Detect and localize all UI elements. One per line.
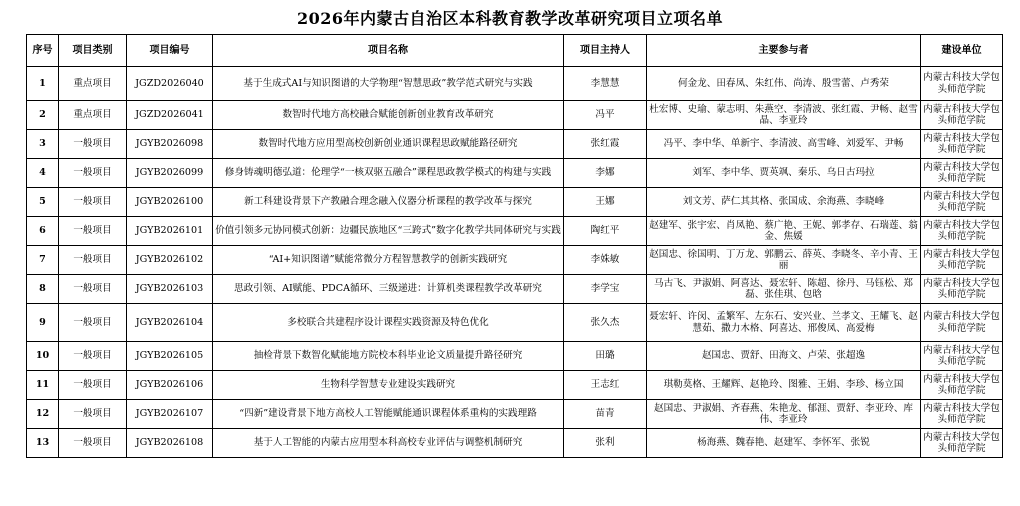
table-row xyxy=(27,188,1003,217)
cell-no: 4 xyxy=(27,159,59,188)
cell-unit: 内蒙古科技大学包头师范学院 xyxy=(921,246,1003,275)
cell-leader: 苗青 xyxy=(564,400,647,429)
cell-name: 价值引领多元协同模式创新：边疆民族地区“三跨式”数字化教学共同体研究与实践 xyxy=(213,217,564,246)
cell-unit: 内蒙古科技大学包头师范学院 xyxy=(921,188,1003,217)
cell-no: 11 xyxy=(27,371,59,400)
table-row xyxy=(27,429,1003,458)
cell-category: 一般项目 xyxy=(59,217,127,246)
header-unit: 建设单位 xyxy=(921,35,1003,67)
cell-name: 新工科建设背景下产教融合理念融入仪器分析课程的教学改革与探究 xyxy=(213,188,564,217)
cell-no: 10 xyxy=(27,342,59,371)
cell-name: 基于生成式AI与知识图谱的大学物理“智慧思政”教学范式研究与实践 xyxy=(213,67,564,101)
table-row xyxy=(27,371,1003,400)
cell-leader: 张利 xyxy=(564,429,647,458)
cell-name: “AI+知识图谱”赋能常微分方程智慧教学的创新实践研究 xyxy=(213,246,564,275)
cell-members: 聂宏轩、许闵、孟繁军、左东石、安兴业、兰孝文、王耀飞、赵慧茹、撒力木格、阿喜达、邢俊凤、高爱梅 xyxy=(647,304,921,342)
cell-leader: 李娜 xyxy=(564,159,647,188)
cell-unit: 内蒙古科技大学包头师范学院 xyxy=(921,429,1003,458)
project-table xyxy=(26,34,1003,458)
cell-no: 2 xyxy=(27,101,59,130)
cell-unit: 内蒙古科技大学包头师范学院 xyxy=(921,101,1003,130)
table-row xyxy=(27,101,1003,130)
cell-leader: 张红霞 xyxy=(564,130,647,159)
cell-no: 3 xyxy=(27,130,59,159)
cell-unit: 内蒙古科技大学包头师范学院 xyxy=(921,400,1003,429)
cell-code: JGYB2026101 xyxy=(127,217,213,246)
table-row xyxy=(27,246,1003,275)
cell-code: JGYB2026105 xyxy=(127,342,213,371)
cell-leader: 李姝敏 xyxy=(564,246,647,275)
cell-category: 一般项目 xyxy=(59,275,127,304)
cell-leader: 陶红平 xyxy=(564,217,647,246)
header-no: 序号 xyxy=(27,35,59,67)
cell-category: 一般项目 xyxy=(59,188,127,217)
table-row xyxy=(27,342,1003,371)
cell-unit: 内蒙古科技大学包头师范学院 xyxy=(921,159,1003,188)
cell-no: 1 xyxy=(27,67,59,101)
cell-no: 9 xyxy=(27,304,59,342)
cell-code: JGYB2026100 xyxy=(127,188,213,217)
cell-name: 修身铸魂明德弘道：伦理学“一核双驱五融合”课程思政教学模式的构建与实践 xyxy=(213,159,564,188)
cell-name: 数智时代地方应用型高校创新创业通识课程思政赋能路径研究 xyxy=(213,130,564,159)
cell-name: 抽检背景下数智化赋能地方院校本科毕业论文质量提升路径研究 xyxy=(213,342,564,371)
table-row xyxy=(27,217,1003,246)
cell-leader: 冯平 xyxy=(564,101,647,130)
header-members: 主要参与者 xyxy=(647,35,921,67)
cell-name: “四新”建设背景下地方高校人工智能赋能通识课程体系重构的实践理路 xyxy=(213,400,564,429)
cell-category: 一般项目 xyxy=(59,304,127,342)
cell-no: 7 xyxy=(27,246,59,275)
cell-name: 基于人工智能的内蒙古应用型本科高校专业评估与调整机制研究 xyxy=(213,429,564,458)
cell-code: JGYB2026103 xyxy=(127,275,213,304)
cell-members: 赵建军、张宇宏、肖凤艳、蔡广艳、王妮、郭孝存、石瑞莲、翁金、焦媛 xyxy=(647,217,921,246)
cell-category: 一般项目 xyxy=(59,246,127,275)
cell-no: 13 xyxy=(27,429,59,458)
cell-leader: 王志红 xyxy=(564,371,647,400)
cell-leader: 李学宝 xyxy=(564,275,647,304)
document-title: 2026年内蒙古自治区本科教育教学改革研究项目立项名单 xyxy=(296,9,724,28)
cell-unit: 内蒙古科技大学包头师范学院 xyxy=(921,217,1003,246)
cell-members: 刘文芳、萨仁其其格、张国成、余海燕、李晓峰 xyxy=(647,188,921,217)
cell-category: 一般项目 xyxy=(59,130,127,159)
cell-leader: 田璐 xyxy=(564,342,647,371)
cell-name: 生物科学智慧专业建设实践研究 xyxy=(213,371,564,400)
cell-members: 赵国忠、尹淑娟、齐春燕、朱艳龙、郁涯、贾舒、李亚玲、库伟、李亚玲 xyxy=(647,400,921,429)
table-row xyxy=(27,304,1003,342)
header-category: 项目类别 xyxy=(59,35,127,67)
cell-unit: 内蒙古科技大学包头师范学院 xyxy=(921,67,1003,101)
cell-leader: 张久杰 xyxy=(564,304,647,342)
cell-category: 重点项目 xyxy=(59,67,127,101)
cell-members: 赵国忠、徐国明、丁万龙、郭鹏云、薛英、李晓冬、辛小青、王丽 xyxy=(647,246,921,275)
cell-category: 一般项目 xyxy=(59,429,127,458)
cell-name: 思政引领、AI赋能、PDCA循环、三级递进：计算机类课程教学改革研究 xyxy=(213,275,564,304)
table-row xyxy=(27,159,1003,188)
cell-members: 琪勒莫格、王耀辉、赵艳玲、图雅、王娟、李珍、杨立国 xyxy=(647,371,921,400)
table-row xyxy=(27,67,1003,101)
cell-members: 马古飞、尹淑娟、阿喜达、聂宏轩、陈超、徐丹、马钰松、郑磊、张佳琪、包晗 xyxy=(647,275,921,304)
cell-members: 杜宏博、史瑜、蒙志明、朱燕空、李清波、张红霞、尹畅、赵雪晶、李亚玲 xyxy=(647,101,921,130)
cell-category: 一般项目 xyxy=(59,371,127,400)
cell-category: 一般项目 xyxy=(59,342,127,371)
header-name: 项目名称 xyxy=(213,35,564,67)
table-row xyxy=(27,400,1003,429)
cell-name: 多校联合共建程序设计课程实践资源及特色优化 xyxy=(213,304,564,342)
cell-code: JGZD2026041 xyxy=(127,101,213,130)
header-code: 项目编号 xyxy=(127,35,213,67)
cell-unit: 内蒙古科技大学包头师范学院 xyxy=(921,342,1003,371)
cell-members: 冯平、李中华、单新宇、李清波、高雪峰、刘爱军、尹畅 xyxy=(647,130,921,159)
cell-no: 12 xyxy=(27,400,59,429)
cell-name: 数智时代地方高校融合赋能创新创业教育改革研究 xyxy=(213,101,564,130)
cell-code: JGYB2026098 xyxy=(127,130,213,159)
cell-no: 8 xyxy=(27,275,59,304)
cell-members: 刘军、李中华、贾英飒、秦乐、乌日古玛拉 xyxy=(647,159,921,188)
cell-code: JGYB2026104 xyxy=(127,304,213,342)
cell-code: JGZD2026040 xyxy=(127,67,213,101)
cell-unit: 内蒙古科技大学包头师范学院 xyxy=(921,130,1003,159)
table-row xyxy=(27,275,1003,304)
cell-unit: 内蒙古科技大学包头师范学院 xyxy=(921,275,1003,304)
table-row xyxy=(27,130,1003,159)
cell-no: 6 xyxy=(27,217,59,246)
cell-leader: 王娜 xyxy=(564,188,647,217)
cell-code: JGYB2026107 xyxy=(127,400,213,429)
cell-unit: 内蒙古科技大学包头师范学院 xyxy=(921,304,1003,342)
cell-code: JGYB2026108 xyxy=(127,429,213,458)
cell-category: 一般项目 xyxy=(59,159,127,188)
cell-members: 赵国忠、贾舒、田海文、卢荣、张超逸 xyxy=(647,342,921,371)
cell-members: 何金龙、田春凤、朱红伟、尚涛、殷雪蕾、卢秀荣 xyxy=(647,67,921,101)
cell-members: 杨海燕、魏春艳、赵建军、李怀军、张锐 xyxy=(647,429,921,458)
cell-no: 5 xyxy=(27,188,59,217)
header-leader: 项目主持人 xyxy=(564,35,647,67)
cell-unit: 内蒙古科技大学包头师范学院 xyxy=(921,371,1003,400)
cell-code: JGYB2026106 xyxy=(127,371,213,400)
cell-category: 一般项目 xyxy=(59,400,127,429)
cell-category: 重点项目 xyxy=(59,101,127,130)
cell-code: JGYB2026099 xyxy=(127,159,213,188)
table-header-row xyxy=(27,35,1003,67)
cell-leader: 李慧慧 xyxy=(564,67,647,101)
cell-code: JGYB2026102 xyxy=(127,246,213,275)
